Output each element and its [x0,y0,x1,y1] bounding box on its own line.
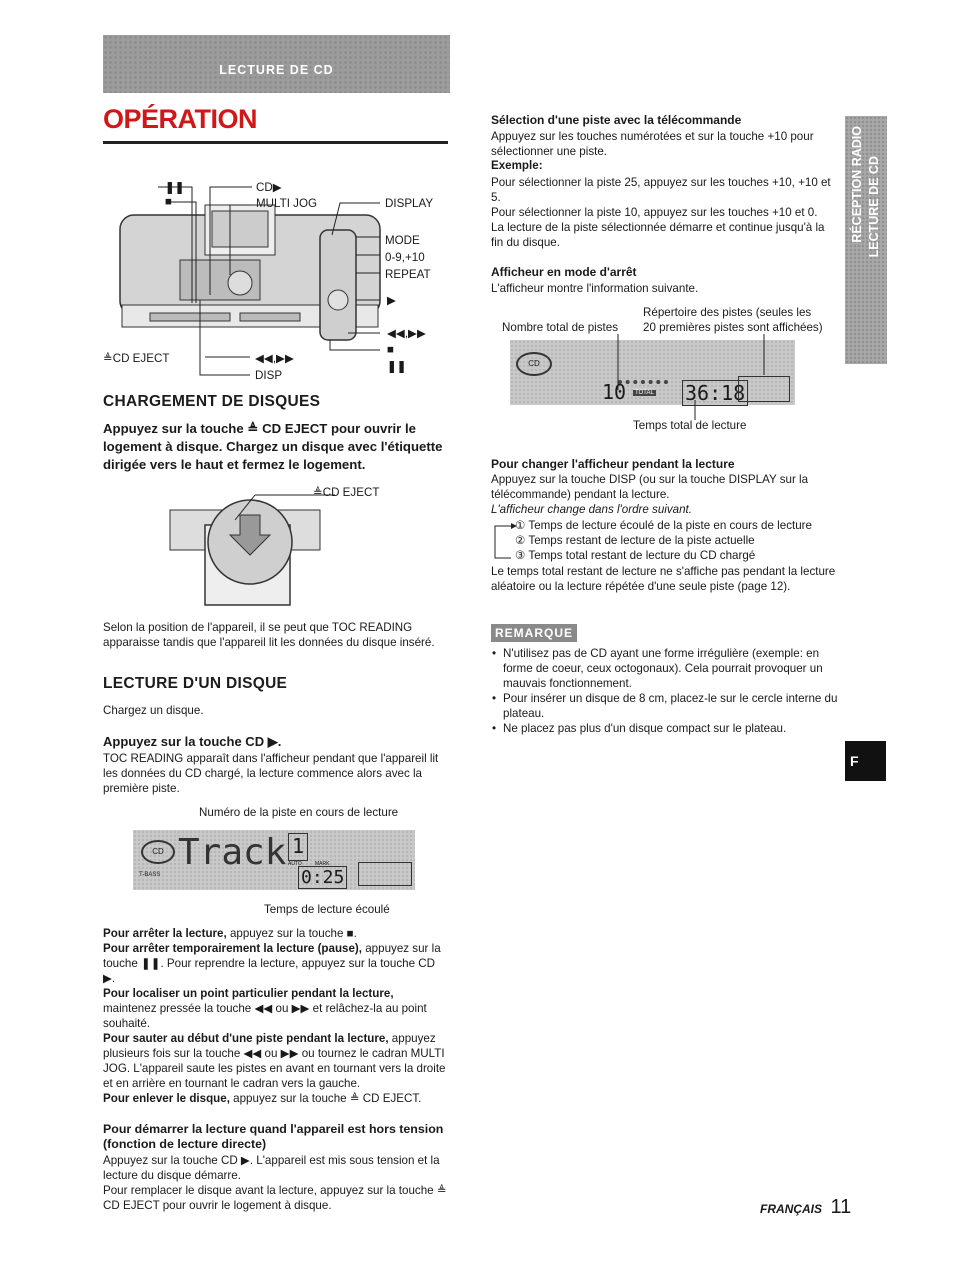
disp-label: DISP [255,369,283,382]
side-tab-line2: LECTURE DE CD [867,156,881,258]
exemple-label: Exemple: [491,159,543,172]
language-tab-letter: F [850,753,859,769]
changer-heading: Pour changer l'afficheur pendant la lecture [491,457,735,471]
direct-p2: Pour remplacer le disque avant la lecture, appuyez sur la touche ≜ CD EJECT pour ouvrir le logement à disque. [103,1184,447,1212]
lcd-total-time: 36:18 [682,380,748,406]
section-banner [103,35,450,93]
arret-heading: Afficheur en mode d'arrêt [491,265,637,279]
remarque-list [491,646,839,736]
changer-p1: Appuyez sur la touche DISP (ou sur la touche DISPLAY sur la télécommande) pendant la lecture. [491,473,809,501]
direct-p1: Appuyez sur la touche CD ▶. L'appareil est mis sous tension et la lecture du disque démarre. [103,1154,440,1182]
repeat-label: REPEAT [385,268,431,281]
mode-label: MODE [385,234,420,247]
chargement-heading: CHARGEMENT DE DISQUES [103,393,321,410]
action-skip: Pour sauter au début d'une piste pendant la lecture, appuyez plusieurs fois sur la touche ◀◀ ou ▶▶ ou tournez le cadran MULTI JOG. L'appareil saute les pistes en avant en tournant vers la droite et en arrière en tournant le cadran vers la gauche. [103,1032,446,1090]
chargement-note: Selon la position de l'appareil, il se peut que TOC READING apparaisse tandis que l'appareil lit les données du disque inséré. [103,621,435,649]
lcd-playing [133,830,415,890]
pause-label: ❚❚ [165,181,185,194]
track-grid [358,862,412,886]
lcd-track-text: Track [178,832,287,873]
lecture-body: TOC READING apparaît dans l'afficheur pendant que l'appareil lit les données du CD chargé, la lecture commence alors avec la première piste. [103,752,439,795]
disc-tray-diagram [165,480,365,610]
stop-label: ■ [165,195,173,208]
multi-jog-label: MULTI JOG [256,197,317,210]
action-pause: Pour arrêter temporairement la lecture (pause), appuyez sur la touche ❚❚. Pour reprendre la lecture, appuyez sur la touche CD ▶. [103,942,441,985]
arret-label-right-2: 20 premières pistes sont affichées) [643,321,823,334]
cd-icon: CD [141,840,175,864]
changer-item-2: ② Temps restant de lecture de la piste actuelle [515,534,755,547]
direct-heading: Pour démarrer la lecture quand l'appareil est hors tension (fonction de lecture directe) [103,1122,444,1151]
display-bottom-label: Temps de lecture écoulé [264,903,390,916]
footer [760,1196,851,1219]
lcd-total-tracks: 10 [602,380,627,404]
display-label: DISPLAY [385,197,434,210]
selection-p1: Appuyez sur les touches numérotées et sur la touche +10 pour sélectionner une piste. [491,130,814,158]
side-tab-line1: RÉCEPTION RADIO [850,126,864,243]
display-top-label: Numéro de la piste en cours de lecture [199,806,399,819]
skip-symbol: ◀◀,▶▶ [387,327,426,340]
title-rule [103,141,448,144]
remarque-item: • N'utilisez pas de CD ayant une forme irrégulière (exemple: en forme de coeur, ceux octogonaux). Cela pourrait provoquer un mauvais fonctionnement. [503,646,839,691]
cd-play-label: CD▶ [256,181,282,194]
lecture-subheading: Appuyez sur la touche CD ▶. [103,734,282,749]
pause-symbol-remote: ❚❚ [387,360,407,373]
arret-label-right-1: Répertoire des pistes (seules les [643,306,812,319]
changer-p3: Le temps total restant de lecture ne s'affiche pas pendant la lecture aléatoire ou la lecture répétée d'une seule piste (page 12). [491,565,836,593]
arret-label-bottom: Temps total de lecture [633,419,747,432]
action-remove: Pour enlever le disque, appuyez sur la touche ≜ CD EJECT. [103,1092,422,1105]
lecture-intro: Chargez un disque. [103,704,204,717]
lcd-time: 0:25 [298,866,347,889]
chargement-instruction: Appuyez sur la touche ≜ CD EJECT pour ouvrir le logement à disque. Chargez un disque avec l'étiquette dirigée vers le haut et fermez le logement. [103,421,443,472]
selection-heading: Sélection d'une piste avec la télécommande [491,113,742,127]
remarque-item: • Ne placez pas plus d'un disque compact sur le plateau. [503,721,839,736]
side-tab [845,116,887,364]
footer-lang: FRANÇAIS [760,1202,822,1216]
changer-item-1: ① Temps de lecture écoulé de la piste en cours de lecture [515,519,812,532]
arret-p1: L'afficheur montre l'information suivante. [491,282,699,295]
remarque-badge: REMARQUE [491,624,577,642]
selection-p4: La lecture de la piste sélectionnée démarre et continue jusqu'à la fin du disque. [491,221,825,249]
cd-eject-label: ≜CD EJECT [103,352,170,365]
lcd-tbass: T-BASS [139,872,161,878]
action-stop: Pour arrêter la lecture, appuyez sur la touche ■. [103,927,357,940]
lcd-total-tag: TOTAL [635,390,654,396]
language-tab [845,741,886,781]
banner-text: LECTURE DE CD [219,63,334,77]
selection-p2: Pour sélectionner la piste 25, appuyez sur les touches +10, +10 et 5. [491,176,831,204]
lcd-auto: AUTO [288,861,302,867]
selection-p3: Pour sélectionner la piste 10, appuyez sur les touches +10 et 0. [491,206,818,219]
changer-p2: L'afficheur change dans l'ordre suivant. [491,503,692,516]
play-symbol: ▶ [387,294,396,307]
stop-symbol-remote: ■ [387,343,395,356]
lecture-heading: LECTURE D'UN DISQUE [103,675,288,692]
actions-list [103,926,448,1106]
eject-label: ≜CD EJECT [313,486,380,499]
changer-item-3: ③ Temps total restant de lecture du CD chargé [515,549,756,562]
lcd-track-number: 1 [288,833,308,861]
page-title: OPÉRATION [103,104,258,134]
lcd-mark: MARK [315,861,330,867]
arret-label-left: Nombre total de pistes [502,321,618,334]
digits-label: 0-9,+10 [385,251,425,264]
lcd-cd-icon: CD [516,352,552,376]
remarque-item: • Pour insérer un disque de 8 cm, placez-le sur le cercle interne du plateau. [503,691,839,721]
page-number: 11 [830,1196,852,1218]
arret-leader-lines [510,320,800,430]
action-locate: Pour localiser un point particulier pendant la lecture, maintenez pressée la touche ◀◀ ou ▶▶ et relâchez-la au point souhaité. [103,987,427,1030]
skip-main-label: ◀◀,▶▶ [255,352,294,365]
